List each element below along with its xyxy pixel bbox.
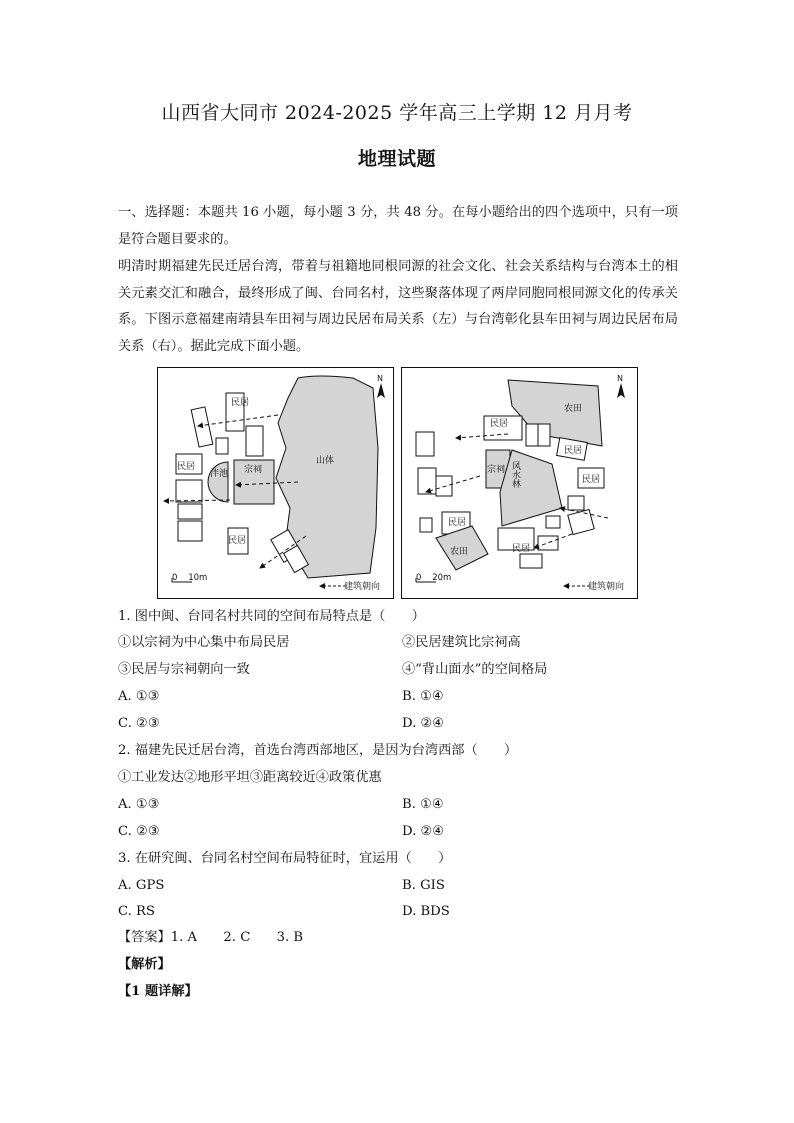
question-1-stem: 1. 图中闽、台同名村共同的空间布局特点是（ ）	[118, 609, 425, 624]
house	[418, 468, 436, 494]
north-label: N	[617, 374, 623, 383]
question-2-stem: 2. 福建先民迁居台湾，首选台湾西部地区，是因为台湾西部（ ）	[118, 743, 518, 758]
legend-label: 建筑朝向	[344, 582, 381, 592]
figure-fujian-layout	[157, 367, 394, 599]
farmland-label: 农田	[564, 404, 583, 414]
house	[436, 476, 452, 496]
scale-label: 0 10m	[172, 573, 208, 583]
scale-label: 0 20m	[416, 573, 452, 583]
figure-taiwan-layout	[401, 367, 638, 599]
house-label: 民居	[512, 544, 531, 554]
q1-option-c: C. ②③	[118, 716, 160, 731]
q3-option-a: A. GPS	[118, 878, 165, 893]
mountain-label: 山体	[316, 456, 335, 466]
house-label: 民居	[177, 462, 196, 472]
paper-subtitle: 地理试题	[357, 148, 436, 170]
house-label: 民居	[582, 475, 601, 485]
house	[178, 521, 202, 541]
q2-option-b: B. ①④	[402, 797, 444, 812]
q3-option-b: B. GIS	[402, 878, 445, 893]
pond-label: 泮池	[210, 469, 229, 479]
q2-statements: ①工业发达②地形平坦③距离较近④政策优惠	[118, 770, 382, 785]
house	[520, 554, 542, 568]
q1-option-b: B. ①④	[402, 689, 444, 704]
house-label: 民居	[564, 446, 583, 456]
paper-title: 山西省大同市 2024-2025 学年高三上学期 12 月月考	[161, 102, 633, 124]
house	[538, 536, 558, 550]
q3-option-c: C. RS	[118, 904, 155, 919]
answer-key: 【答案】1. A 2. C 3. B	[118, 930, 304, 945]
house-label: 民居	[490, 419, 509, 429]
house	[246, 426, 263, 456]
house	[416, 432, 434, 456]
analysis-heading: 【解析】	[118, 957, 171, 972]
house	[568, 509, 594, 534]
q1-statement-1: ①以宗祠为中心集中布局民居	[118, 635, 290, 650]
pond	[208, 462, 228, 502]
house	[420, 518, 432, 532]
shrine-label: 宗祠	[487, 465, 506, 475]
q3-option-d: D. BDS	[402, 904, 450, 919]
house	[546, 516, 560, 528]
question-3-stem: 3. 在研究闽、台同名村空间布局特征时，宜运用（ ）	[118, 851, 452, 866]
reading-passage: 明清时期福建先民迁居台湾，带着与祖籍地同根同源的社会文化、社会关系结构与台湾本土的相关元素交汇和融合，最终形成了闽、台同名村，这些聚落体现了两岸同胞同根同源文化的传承关系。下图示意福建南靖县车田祠与周边民居布局关系（左）与台湾彰化县车田祠与周边民居布局关系（右）。据此完成下面小题。	[118, 259, 678, 354]
q1-statement-3: ③民居与宗祠朝向一致	[118, 662, 250, 677]
house-label: 民居	[231, 398, 250, 408]
house	[568, 496, 584, 510]
q1-option-d: D. ②④	[402, 716, 445, 731]
section-instructions: 一、选择题：本题共 16 小题，每小题 3 分，共 48 分。在每小题给出的四个选项中，只有一项是符合题目要求的。	[118, 205, 678, 247]
q2-option-d: D. ②④	[402, 824, 445, 839]
q1-detail-heading: 【1 题详解】	[118, 984, 198, 999]
north-arrow-icon	[377, 383, 385, 398]
q1-statement-4: ④“背山面水”的空间格局	[402, 662, 548, 677]
house	[216, 438, 228, 454]
shrine-label: 宗祠	[244, 465, 263, 475]
north-label: N	[377, 374, 383, 383]
q1-statement-2: ②民居建筑比宗祠高	[402, 635, 521, 650]
q2-option-a: A. ①③	[118, 797, 160, 812]
house-label: 民居	[228, 536, 247, 546]
house	[176, 480, 202, 502]
legend-label: 建筑朝向	[588, 582, 625, 592]
house-label: 民居	[448, 518, 467, 528]
house	[178, 504, 202, 519]
north-arrow-icon	[617, 383, 625, 398]
q2-option-c: C. ②③	[118, 824, 160, 839]
house	[191, 407, 213, 447]
q1-option-a: A. ①③	[118, 689, 160, 704]
forest-label: 风水林	[510, 461, 520, 488]
farmland-label: 农田	[450, 547, 469, 557]
